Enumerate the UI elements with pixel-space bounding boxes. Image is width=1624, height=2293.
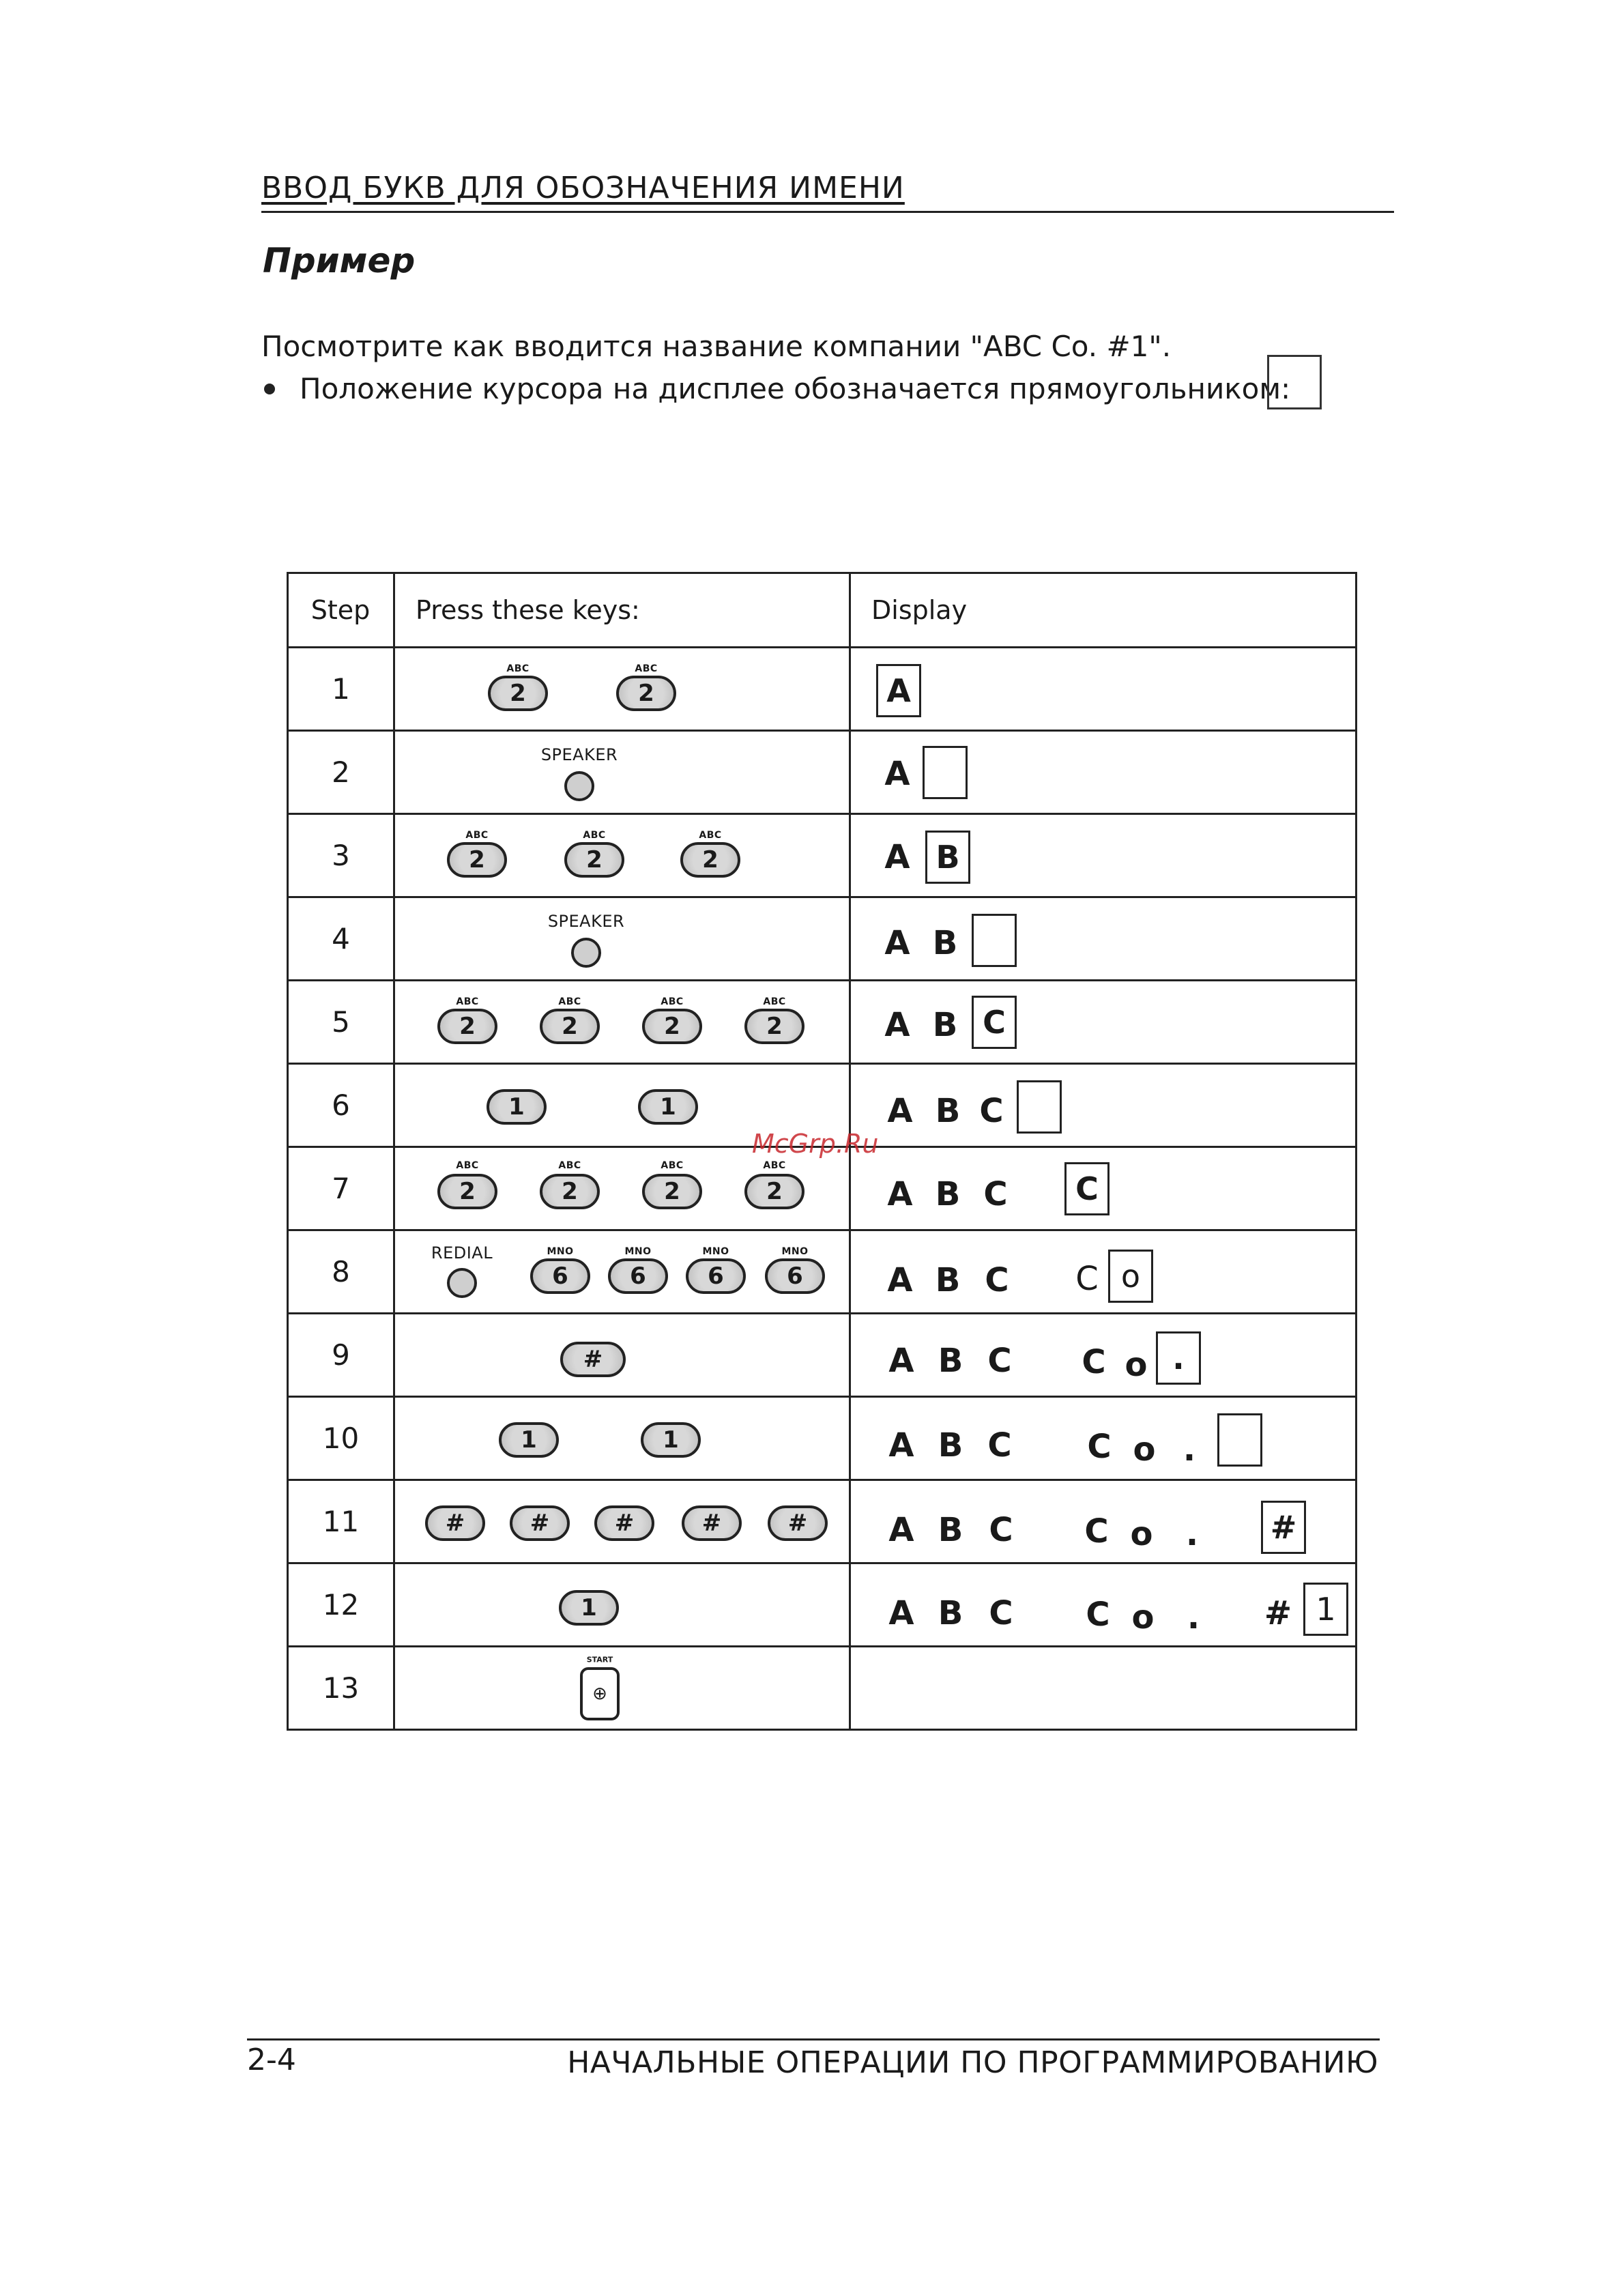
key-2: 2 [540,1009,600,1044]
display-cell [850,814,1357,897]
key-hash: # [768,1505,828,1541]
key-2: 2 [447,842,507,878]
key-label: ABC [661,996,684,1007]
display-char: B [935,1175,961,1213]
step-number: 1 [288,648,394,731]
table-row [288,814,1357,897]
cursor-box: C [972,996,1017,1049]
cursor-sample-box [1267,355,1322,409]
table-row [288,981,1357,1064]
display-char: B [938,1594,963,1632]
keys-cell [394,1563,850,1647]
cursor-box: o [1108,1250,1153,1303]
key-label: ABC [763,996,786,1007]
keys-cell [394,1647,850,1730]
cursor-box: # [1261,1501,1306,1554]
display-char: C [1082,1343,1106,1381]
chapter-title: НАЧАЛЬНЫЕ ОПЕРАЦИИ ПО ПРОГРАММИРОВАНИЮ [567,2045,1378,2080]
display-char: C [989,1594,1013,1632]
display-char: A [884,1006,910,1044]
display-char: # [1264,1594,1292,1632]
display-cell [850,1230,1357,1314]
key-label: MNO [702,1246,729,1257]
key-2: 2 [437,1174,497,1209]
key-2: 2 [680,842,740,878]
key-1: 1 [487,1089,547,1125]
keys-cell [394,1480,850,1563]
display-char: B [932,924,958,962]
key-hash: # [560,1342,626,1377]
step-number: 7 [288,1147,394,1230]
display-char: B [932,1006,958,1044]
speaker-button [571,938,601,968]
key-1: 1 [559,1590,619,1626]
display-char: A [884,838,910,876]
keys-cell [394,897,850,981]
display-char: C [979,1092,1004,1130]
col-header-step: Step [288,573,394,648]
key-label: ABC [456,996,479,1007]
key-6: 6 [608,1258,668,1294]
cursor-box [1217,1413,1262,1467]
table-row [288,1314,1357,1397]
key-hash: # [425,1505,485,1541]
display-char: C [985,1261,1009,1299]
display-char: B [938,1511,963,1549]
bullet-text: Положение курсора на дисплее обозначается прямоугольником: [300,372,1291,405]
step-number: 4 [288,897,394,981]
footer-rule [247,2038,1380,2040]
display-char: C [983,1175,1008,1213]
step-number: 13 [288,1647,394,1730]
key-label: ABC [661,1160,684,1171]
display-char: o [1125,1346,1148,1384]
key-label: ABC [558,1160,581,1171]
start-label: START [586,1655,613,1664]
key-2: 2 [488,676,548,711]
display-char: B [938,1342,963,1380]
speaker-label: SPEAKER [540,745,618,764]
cursor-box [1017,1080,1062,1134]
display-char: . [1187,1598,1200,1636]
speaker-label: SPEAKER [547,912,625,931]
keys-cell [394,1230,850,1314]
keys-cell [394,1147,850,1230]
display-cell [850,1647,1357,1730]
start-key: ⊕ [580,1667,620,1720]
col-header-display: Display [850,573,1357,648]
keys-cell [394,1314,850,1397]
key-2: 2 [540,1174,600,1209]
display-cell [850,1147,1357,1230]
step-number: 11 [288,1480,394,1563]
display-char: C [989,1511,1013,1549]
display-cell [850,897,1357,981]
display-char: o [1130,1515,1153,1553]
watermark: McGrp.Ru [752,1129,879,1159]
table-row [288,731,1357,814]
display-cell [850,1314,1357,1397]
step-number: 3 [288,814,394,897]
display-char: A [887,1261,913,1299]
display-char: A [888,1594,914,1632]
display-char: B [935,1092,961,1130]
display-char: . [1185,1515,1199,1553]
key-6: 6 [765,1258,825,1294]
display-char: A [884,755,910,793]
cursor-box: B [925,831,970,884]
bullet-icon [264,384,275,394]
bullet-line [261,372,1290,405]
cursor-box: 1 [1303,1583,1348,1636]
key-2: 2 [744,1009,804,1044]
key-2: 2 [744,1174,804,1209]
redial-button [447,1268,477,1298]
display-char: . [1183,1430,1196,1469]
table-row [288,648,1357,731]
intro-text: Посмотрите как вводится название компании "ABC Co. #1". [261,330,1172,363]
cursor-box: . [1156,1331,1201,1385]
col-header-keys: Press these keys: [394,573,850,648]
page-number: 2-4 [247,2043,296,2077]
key-2: 2 [437,1009,497,1044]
display-cell [850,981,1357,1064]
step-number: 12 [288,1563,394,1647]
step-number: 9 [288,1314,394,1397]
step-number: 2 [288,731,394,814]
key-1: 1 [641,1422,701,1458]
key-hash: # [594,1505,654,1541]
table-row [288,1397,1357,1480]
display-char: A [888,1342,914,1380]
section-rule [261,211,1394,213]
table-header-row [288,573,1357,648]
key-hash: # [510,1505,570,1541]
display-char: A [888,1426,914,1465]
speaker-button [564,771,594,801]
example-heading: Пример [263,241,416,280]
display-cell [850,648,1357,731]
key-label: ABC [763,1160,786,1171]
key-label: ABC [558,996,581,1007]
keys-cell [394,814,850,897]
cursor-box [923,746,968,799]
keys-cell [394,1397,850,1480]
cursor-box: A [876,664,921,717]
table-row [288,1480,1357,1563]
display-char: o [1133,1430,1156,1469]
display-char: C [1086,1596,1110,1634]
key-label: ABC [456,1160,479,1171]
key-1: 1 [499,1422,559,1458]
display-char: C [987,1426,1012,1465]
table-row [288,1647,1357,1730]
keys-cell [394,648,850,731]
display-char: A [884,924,910,962]
display-char: B [935,1261,961,1299]
display-cell [850,731,1357,814]
table-row [288,1230,1357,1314]
display-char: A [887,1175,913,1213]
display-char: B [938,1426,963,1465]
key-6: 6 [530,1258,590,1294]
step-number: 5 [288,981,394,1064]
display-char: A [887,1092,913,1130]
key-label: MNO [547,1246,574,1257]
key-label: ABC [506,663,530,674]
display-cell [850,1397,1357,1480]
section-title: ВВОД БУКВ ДЛЯ ОБОЗНАЧЕНИЯ ИМЕНИ [261,171,905,205]
display-char: C [1084,1512,1109,1551]
display-cell [850,1480,1357,1563]
key-hash: # [682,1505,742,1541]
key-label: ABC [583,830,606,841]
display-cell [850,1563,1357,1647]
redial-label: REDIAL [431,1243,493,1263]
key-2: 2 [616,676,676,711]
step-number: 10 [288,1397,394,1480]
key-2: 2 [642,1009,702,1044]
cursor-box: C [1064,1162,1110,1215]
key-label: ABC [465,830,489,841]
key-label: ABC [635,663,658,674]
step-number: 6 [288,1064,394,1147]
key-label: ABC [699,830,722,841]
table-row [288,897,1357,981]
key-2: 2 [642,1174,702,1209]
key-2: 2 [564,842,624,878]
table-row [288,1563,1357,1647]
display-char: C [1087,1428,1112,1466]
key-6: 6 [686,1258,746,1294]
display-char: A [888,1511,914,1549]
step-number: 8 [288,1230,394,1314]
table-row [288,1147,1357,1230]
cursor-box [972,914,1017,967]
display-cell [850,1064,1357,1147]
display-char: o [1131,1598,1155,1636]
display-char: C [987,1342,1012,1380]
keys-cell [394,731,850,814]
key-1: 1 [638,1089,698,1125]
key-label: MNO [781,1246,809,1257]
display-char: C [1075,1260,1099,1298]
keys-cell [394,981,850,1064]
key-label: MNO [624,1246,652,1257]
